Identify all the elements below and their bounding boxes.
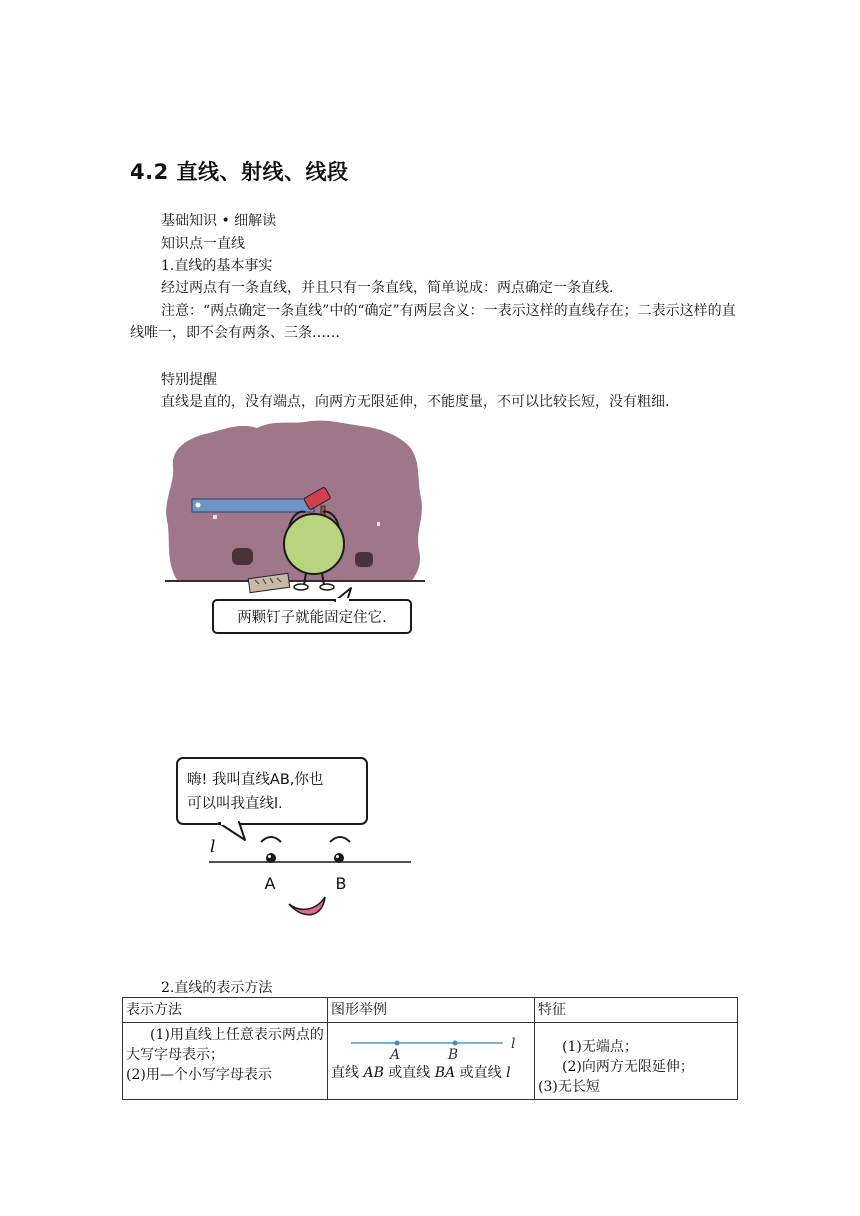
feature-3: (3)无长短: [538, 1079, 600, 1095]
fact-heading: 1.直线的基本事实: [161, 258, 273, 274]
note-text: 注意：“两点确定一条直线”中的“确定”有两层含义：一表示这样的直线存在；二表示这样的直线唯一，即不会有两条、三条……: [130, 303, 736, 341]
point-b-eye: [334, 853, 344, 863]
tip-heading: 特别提醒: [161, 372, 217, 388]
method-1: (1)用直线上任意表示两点的大写字母表示；: [126, 1027, 324, 1063]
representation-heading: 2.直线的表示方法: [161, 980, 273, 996]
caption-text: 直线: [331, 1065, 364, 1081]
speech-bubble: [213, 588, 411, 633]
figure-label-b: B: [447, 1047, 459, 1063]
table-header-cell: 图形举例: [328, 998, 535, 1023]
line-ab-cartoon: [165, 752, 430, 927]
label-b: B: [335, 874, 347, 893]
caption-ba: BA: [434, 1065, 456, 1081]
line-example-figure: [331, 1025, 525, 1063]
ruler: [192, 499, 314, 512]
speech-caption: 两颗钉子就能固定住它.: [237, 610, 387, 626]
caption-text: 或直线: [383, 1065, 435, 1081]
point-a-eye: [266, 853, 276, 863]
figure-label-l: l: [511, 1036, 516, 1052]
label-a: A: [264, 874, 276, 893]
speech-line-2: 可以叫我直线l.: [187, 796, 283, 812]
caption-l: l: [506, 1065, 511, 1081]
representation-table: [122, 997, 738, 1100]
speech-line-1: 嗨! 我叫直线AB,你也: [187, 772, 324, 788]
section-heading: 基础知识 • 细解读: [161, 213, 277, 229]
caption-ab: AB: [363, 1065, 384, 1081]
method-2: (2)用—个小写字母表示: [126, 1067, 272, 1083]
smile-mouth: [289, 897, 325, 915]
page-title: 4.2 直线、射线、线段: [130, 160, 349, 184]
fact-text: 经过两点有一条直线，并且只有一条直线，简单说成：两点确定一条直线.: [161, 280, 614, 296]
figure-cell: [328, 1023, 535, 1100]
table-header-row: [123, 998, 738, 1023]
feature-2: (2)向两方无限延伸；: [562, 1059, 694, 1075]
figure-label-a: A: [389, 1047, 401, 1063]
speech-bubble: [177, 758, 367, 840]
features-cell: [535, 1023, 738, 1100]
table-header-cell: 表示方法: [123, 998, 328, 1023]
methods-cell: [123, 1023, 328, 1100]
tip-text: 直线是直的，没有端点，向两方无限延伸，不能度量，不可以比较长短，没有粗细.: [161, 394, 670, 410]
table-row: [123, 1023, 738, 1100]
nails-cartoon: [165, 420, 425, 645]
label-l: l: [210, 837, 216, 857]
caption-text: 或直线: [455, 1065, 507, 1081]
knowledge-point-heading: 知识点一直线: [161, 236, 245, 252]
feature-1: (1)无端点；: [562, 1039, 638, 1055]
table-header-cell: 特征: [535, 998, 738, 1023]
figure-caption: [331, 1063, 531, 1083]
